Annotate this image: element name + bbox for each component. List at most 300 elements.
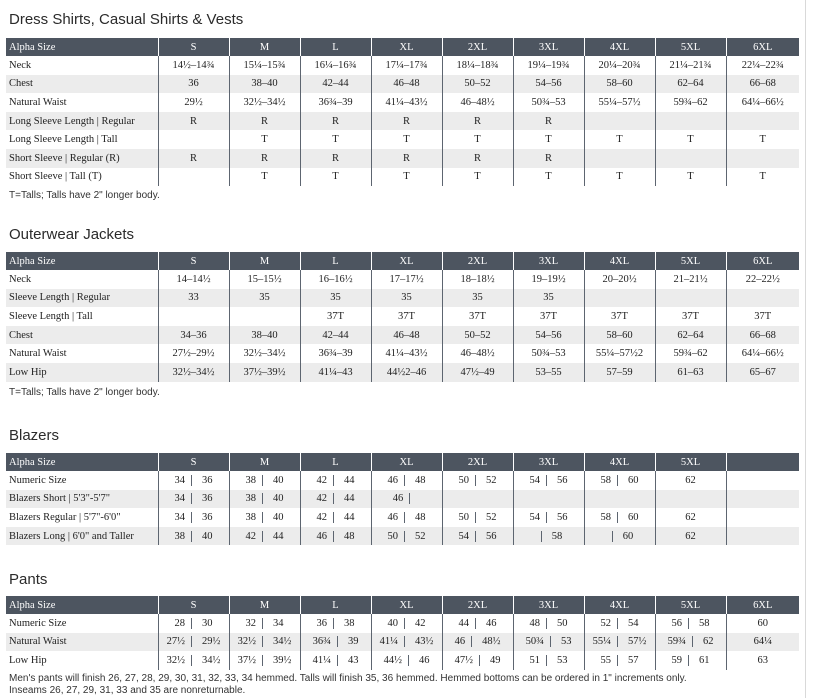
header-size: 5XL <box>655 453 726 471</box>
size-value: 62 <box>702 636 714 648</box>
size-cell <box>726 471 799 490</box>
size-value: 40 <box>273 493 284 505</box>
header-size: 3XL <box>513 596 584 614</box>
size-cell: T <box>442 130 513 149</box>
row-label: Natural Waist <box>9 96 67 108</box>
size-cell: T <box>726 168 799 187</box>
size-cell <box>158 168 229 187</box>
size-cell <box>655 112 726 131</box>
size-cell: 36¾–39 <box>300 344 371 363</box>
size-value: 59 <box>672 655 690 666</box>
size-cell <box>371 527 442 546</box>
size-value: 48 <box>530 618 548 629</box>
size-cell <box>513 490 584 509</box>
size-cell <box>726 633 799 652</box>
size-cell <box>300 508 371 527</box>
row-label: Chest <box>6 326 158 345</box>
size-value: 34 <box>273 617 284 629</box>
size-value: 39 <box>347 636 359 648</box>
table-row <box>6 471 799 490</box>
size-cell: 18–18½ <box>442 270 513 289</box>
size-value: 38 <box>246 493 264 504</box>
row-label: Sleeve Length | Tall <box>9 310 93 322</box>
table-row <box>6 75 799 94</box>
size-cell <box>513 527 584 546</box>
header-size: XL <box>371 596 442 614</box>
size-value: 49 <box>489 654 501 666</box>
size-cell: 54–56 <box>513 326 584 345</box>
size-value: 46 <box>393 493 411 504</box>
size-cell: 50–52 <box>442 75 513 94</box>
table-header-row <box>6 596 799 614</box>
size-cell <box>158 614 229 633</box>
size-value: 40 <box>202 530 213 542</box>
table-row <box>6 651 799 670</box>
row-label: Natural Waist <box>9 348 67 360</box>
size-cell <box>300 490 371 509</box>
table-header-row <box>6 38 799 56</box>
size-value <box>535 531 542 542</box>
size-cell <box>442 490 513 509</box>
size-cell: 14–14½ <box>158 270 229 289</box>
header-size: M <box>229 252 300 270</box>
header-size: 5XL <box>655 596 726 614</box>
size-cell: R <box>229 112 300 131</box>
outerwear-size-table <box>6 252 799 382</box>
size-value: 46 <box>486 617 497 629</box>
size-cell: 64¼–66½ <box>726 344 799 363</box>
size-cell <box>584 651 655 670</box>
row-label: Numeric Size <box>9 474 67 486</box>
row-label: Chest <box>6 75 158 94</box>
header-alpha-size: Alpha Size <box>6 252 158 270</box>
size-value: 44 <box>344 511 355 523</box>
size-cell: R <box>513 112 584 131</box>
size-cell: 46–48½ <box>442 344 513 363</box>
size-cell: 64¼–66½ <box>726 93 799 112</box>
size-cell <box>655 614 726 633</box>
size-cell: T <box>442 168 513 187</box>
size-value: 50 <box>459 512 477 523</box>
size-cell <box>655 633 726 652</box>
size-cell <box>300 614 371 633</box>
size-value: 58 <box>601 512 619 523</box>
size-cell: R <box>300 112 371 131</box>
size-cell: 55¼–57½ <box>584 93 655 112</box>
row-label: Neck <box>9 59 32 71</box>
size-value: 44 <box>344 474 355 486</box>
row-label: Blazers Long | 6'0" and Taller <box>6 527 158 546</box>
size-cell: 37T <box>655 307 726 326</box>
header-size: 3XL <box>513 252 584 270</box>
size-value: 62 <box>685 474 696 486</box>
size-cell: 66–68 <box>726 326 799 345</box>
size-value: 64¼ <box>753 636 772 648</box>
header-size: 6XL <box>726 252 799 270</box>
size-value: 59¾ <box>668 636 693 647</box>
table-row <box>6 527 799 546</box>
size-value: 62 <box>685 530 696 542</box>
size-cell: 27½–29½ <box>158 344 229 363</box>
size-value: 55 <box>601 655 619 666</box>
size-value: 57 <box>628 654 639 666</box>
pants-note-hemming: Men's pants will finish 26, 27, 28, 29, 30, 31, 32, 33, 34 hemmed. Talls will finish 35, 36 hemmed. Hemmed bottoms can be ordered in 1" increments only. <box>9 673 687 684</box>
header-size: 3XL <box>513 38 584 56</box>
size-cell: 41¼–43 <box>300 363 371 382</box>
size-cell: 50¾–53 <box>513 93 584 112</box>
size-value: 36 <box>202 474 213 486</box>
size-cell: 35 <box>513 289 584 308</box>
size-cell <box>158 130 229 149</box>
size-value: 51 <box>530 655 548 666</box>
size-cell: 15–15½ <box>229 270 300 289</box>
header-size: XL <box>371 252 442 270</box>
size-cell <box>300 651 371 670</box>
size-value: 42 <box>317 475 335 486</box>
table-row <box>6 344 799 363</box>
size-cell: R <box>442 112 513 131</box>
size-cell: 34–36 <box>158 326 229 345</box>
right-divider <box>805 0 806 698</box>
size-value: 61 <box>699 654 710 666</box>
size-value <box>606 531 613 542</box>
size-value: 34 <box>175 512 193 523</box>
size-value: 36 <box>202 511 213 523</box>
size-cell: 17–17½ <box>371 270 442 289</box>
shirts-note: T=Talls; Talls have 2" longer body. <box>9 190 160 201</box>
size-value: 55¼ <box>593 636 618 647</box>
size-cell <box>158 651 229 670</box>
size-cell <box>584 471 655 490</box>
size-cell: 38–40 <box>229 326 300 345</box>
size-value: 56 <box>557 511 568 523</box>
size-cell: 53–55 <box>513 363 584 382</box>
size-cell <box>584 289 655 308</box>
size-cell <box>655 289 726 308</box>
size-cell <box>726 527 799 546</box>
size-cell: R <box>300 149 371 168</box>
size-cell: 22¼–22¾ <box>726 56 799 75</box>
size-value: 50 <box>557 617 568 629</box>
size-value: 48 <box>415 474 426 486</box>
size-cell <box>371 471 442 490</box>
size-cell <box>726 112 799 131</box>
size-cell <box>229 490 300 509</box>
header-alpha-size: Alpha Size <box>6 596 158 614</box>
size-cell: 41¼–43½ <box>371 344 442 363</box>
size-cell <box>158 633 229 652</box>
size-cell: 15¼–15¾ <box>229 56 300 75</box>
size-value: 38 <box>175 531 193 542</box>
header-size: 2XL <box>442 596 513 614</box>
size-value: 48 <box>415 511 426 523</box>
size-cell: 19–19½ <box>513 270 584 289</box>
size-cell <box>726 490 799 509</box>
size-value: 44 <box>459 618 477 629</box>
header-size: 4XL <box>584 38 655 56</box>
size-value: 39½ <box>273 654 292 666</box>
size-cell: 59¾–62 <box>655 93 726 112</box>
size-value: 50¾ <box>526 636 551 647</box>
size-value: 58 <box>699 617 710 629</box>
header-size: 2XL <box>442 453 513 471</box>
size-cell <box>726 614 799 633</box>
header-size: L <box>300 596 371 614</box>
size-value: 32½ <box>238 636 263 647</box>
size-cell: R <box>158 149 229 168</box>
size-value: 47½ <box>455 655 480 666</box>
size-cell: 33 <box>158 289 229 308</box>
size-value: 50 <box>388 531 406 542</box>
size-cell <box>300 527 371 546</box>
size-cell <box>584 633 655 652</box>
size-cell: 35 <box>442 289 513 308</box>
size-value: 34 <box>175 493 193 504</box>
header-size: L <box>300 38 371 56</box>
size-cell: 35 <box>371 289 442 308</box>
size-cell: 22–22½ <box>726 270 799 289</box>
size-cell: 35 <box>229 289 300 308</box>
size-cell <box>229 633 300 652</box>
size-cell: 42–44 <box>300 75 371 94</box>
size-value: 40 <box>273 474 284 486</box>
size-value: 56 <box>672 618 690 629</box>
row-label: Natural Waist <box>6 633 158 652</box>
size-value: 46 <box>317 531 335 542</box>
size-cell: 37T <box>442 307 513 326</box>
size-value: 42 <box>317 493 335 504</box>
size-cell: T <box>229 168 300 187</box>
size-cell: T <box>655 168 726 187</box>
size-cell <box>513 508 584 527</box>
size-value: 34½ <box>273 636 292 648</box>
size-cell <box>513 633 584 652</box>
header-size: S <box>158 252 229 270</box>
header-size: M <box>229 596 300 614</box>
size-cell: R <box>442 149 513 168</box>
header-size: S <box>158 38 229 56</box>
size-cell: 36 <box>158 75 229 94</box>
size-value: 41¼ <box>380 636 405 647</box>
size-cell <box>513 651 584 670</box>
table-row <box>6 614 799 633</box>
size-value: 62 <box>685 511 696 523</box>
size-cell <box>584 527 655 546</box>
table-row <box>6 633 799 652</box>
size-value: 36 <box>202 493 213 505</box>
table-row <box>6 112 799 131</box>
size-cell <box>300 633 371 652</box>
header-size <box>726 453 799 471</box>
size-cell <box>442 508 513 527</box>
row-label: Low Hip <box>6 363 158 382</box>
size-cell: 16¼–16¾ <box>300 56 371 75</box>
pants-note-inseams: Inseams 26, 27, 29, 31, 33 and 35 are nonreturnable. <box>9 685 246 696</box>
section-title-outerwear: Outerwear Jackets <box>9 226 135 243</box>
size-value: 58 <box>551 530 563 542</box>
size-value: 54 <box>530 512 548 523</box>
size-value: 43½ <box>415 636 434 648</box>
size-cell: T <box>655 130 726 149</box>
size-cell <box>158 490 229 509</box>
size-cell <box>513 471 584 490</box>
size-cell: 47½–49 <box>442 363 513 382</box>
header-size: 6XL <box>726 38 799 56</box>
size-cell: R <box>513 149 584 168</box>
size-cell: 21¼–21¾ <box>655 56 726 75</box>
header-size: M <box>229 38 300 56</box>
size-cell <box>158 527 229 546</box>
row-label: Short Sleeve | Tall (T) <box>9 171 102 183</box>
size-value: 32 <box>246 618 264 629</box>
row-label: Numeric Size <box>9 617 67 629</box>
section-title-pants: Pants <box>9 571 48 588</box>
table-row <box>6 168 799 187</box>
size-value: 60 <box>628 474 639 486</box>
table-row <box>6 508 799 527</box>
size-cell <box>655 508 726 527</box>
row-label: Blazers Short | 5'3"-5'7" <box>6 490 158 509</box>
size-cell: R <box>371 149 442 168</box>
size-cell: T <box>371 168 442 187</box>
size-cell <box>726 508 799 527</box>
size-cell: 21–21½ <box>655 270 726 289</box>
size-cell: 32½–34½ <box>229 93 300 112</box>
table-row <box>6 490 799 509</box>
size-cell <box>229 527 300 546</box>
header-size: XL <box>371 38 442 56</box>
size-value: 60 <box>622 530 634 542</box>
size-value: 44 <box>273 530 284 542</box>
size-cell: 42–44 <box>300 326 371 345</box>
size-cell <box>655 490 726 509</box>
size-cell: 59¾–62 <box>655 344 726 363</box>
size-value: 52 <box>486 474 497 486</box>
size-value: 58 <box>601 475 619 486</box>
size-cell <box>158 508 229 527</box>
size-cell: 46–48 <box>371 75 442 94</box>
size-value: 60 <box>757 617 768 629</box>
row-label: Short Sleeve | Regular (R) <box>6 149 158 168</box>
table-row <box>6 270 799 289</box>
size-value: 36¾ <box>313 636 338 647</box>
header-size: S <box>158 596 229 614</box>
size-cell <box>442 614 513 633</box>
size-cell: 66–68 <box>726 75 799 94</box>
size-value: 34½ <box>202 654 221 666</box>
size-value: 54 <box>628 617 639 629</box>
header-size: 6XL <box>726 596 799 614</box>
header-size: S <box>158 453 229 471</box>
size-cell: R <box>371 112 442 131</box>
size-cell: 32½–34½ <box>229 344 300 363</box>
table-header-row <box>6 252 799 270</box>
size-cell: 37½–39½ <box>229 363 300 382</box>
size-cell: R <box>158 112 229 131</box>
size-cell: T <box>300 130 371 149</box>
size-value: 56 <box>557 474 568 486</box>
size-cell: 37T <box>584 307 655 326</box>
size-value: 41¼ <box>313 655 338 666</box>
size-cell: 41¼–43½ <box>371 93 442 112</box>
size-cell: 14½–14¾ <box>158 56 229 75</box>
size-value: 29½ <box>202 636 221 648</box>
size-cell: 37T <box>726 307 799 326</box>
size-cell: 46–48½ <box>442 93 513 112</box>
size-value: 46 <box>388 475 406 486</box>
size-cell <box>158 307 229 326</box>
size-value: 52 <box>486 511 497 523</box>
pants-size-table <box>6 596 799 670</box>
size-cell: 18¼–18¾ <box>442 56 513 75</box>
header-size: 3XL <box>513 453 584 471</box>
size-cell <box>371 490 442 509</box>
header-alpha-size: Alpha Size <box>6 38 158 56</box>
size-cell: 58–60 <box>584 326 655 345</box>
size-cell: 20–20½ <box>584 270 655 289</box>
size-cell <box>655 651 726 670</box>
size-cell <box>442 527 513 546</box>
size-cell: T <box>584 130 655 149</box>
header-size: XL <box>371 453 442 471</box>
size-cell <box>300 471 371 490</box>
size-value: 36 <box>317 618 335 629</box>
row-label: Blazers Regular | 5'7"-6'0" <box>9 511 121 523</box>
size-cell <box>158 471 229 490</box>
size-cell: 46–48 <box>371 326 442 345</box>
row-label: Neck <box>9 273 32 285</box>
size-cell <box>229 651 300 670</box>
size-cell <box>726 289 799 308</box>
table-row <box>6 93 799 112</box>
size-cell: 29½ <box>158 93 229 112</box>
header-size: 4XL <box>584 453 655 471</box>
size-cell: T <box>371 130 442 149</box>
size-value: 42 <box>415 617 426 629</box>
size-value: 52 <box>415 530 426 542</box>
size-cell: 62–64 <box>655 326 726 345</box>
size-cell: 55¼–57½2 <box>584 344 655 363</box>
size-cell <box>584 149 655 168</box>
size-cell: T <box>229 130 300 149</box>
size-cell: 36¾–39 <box>300 93 371 112</box>
size-cell <box>655 527 726 546</box>
outerwear-note: T=Talls; Talls have 2" longer body. <box>9 387 160 398</box>
table-row <box>6 149 799 168</box>
row-label: Long Sleeve Length | Tall <box>9 134 118 146</box>
size-value: 44½ <box>384 655 409 666</box>
size-cell <box>229 614 300 633</box>
size-cell <box>229 307 300 326</box>
size-cell: 50–52 <box>442 326 513 345</box>
size-cell: 17¼–17¾ <box>371 56 442 75</box>
header-size: 2XL <box>442 38 513 56</box>
size-value: 53 <box>557 654 568 666</box>
row-label: Low Hip <box>9 654 47 666</box>
size-cell <box>655 471 726 490</box>
size-cell: T <box>513 130 584 149</box>
size-cell: 62–64 <box>655 75 726 94</box>
size-cell: 37T <box>300 307 371 326</box>
size-cell <box>229 471 300 490</box>
row-label: Sleeve Length | Regular <box>6 289 158 308</box>
header-size: 4XL <box>584 596 655 614</box>
size-cell <box>371 614 442 633</box>
size-cell <box>584 614 655 633</box>
header-alpha-size: Alpha Size <box>6 453 158 471</box>
size-value: 42 <box>317 512 335 523</box>
table-row <box>6 56 799 75</box>
